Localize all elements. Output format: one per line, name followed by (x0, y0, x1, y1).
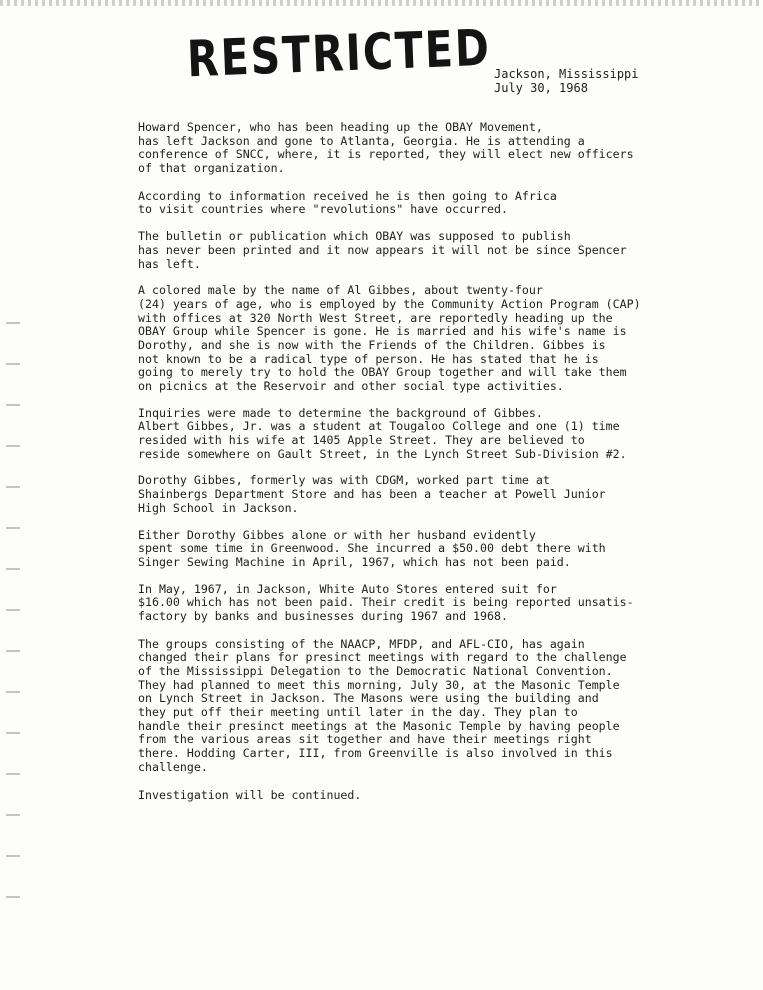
memo-paragraph (138, 583, 668, 624)
memo-line: They had planned to meet this morning, July 30, at the Masonic Temple (138, 677, 620, 692)
memo-line: Either Dorothy Gibbes alone or with her husband evidently (138, 527, 536, 542)
memo-line: going to merely try to hold the OBAY Group together and will take them (138, 365, 627, 380)
memo-line: with offices at 320 North West Street, are reportedly heading up the (138, 310, 613, 325)
memo-paragraph (138, 474, 668, 515)
memo-line: High School in Jackson. (138, 500, 299, 515)
memo-line: (24) years of age, who is employed by the Community Action Program (CAP) (138, 296, 641, 311)
memo-paragraph (138, 121, 668, 176)
memo-line: Albert Gibbes, Jr. was a student at Tougaloo College and one (1) time (138, 419, 620, 434)
memo-line: The bulletin or publication which OBAY was supposed to publish (138, 229, 571, 244)
memo-line: on picnics at the Reservoir and other social type activities. (138, 379, 564, 393)
memo-line: OBAY Group while Spencer is gone. He is married and his wife's name is (138, 324, 627, 339)
memo-paragraph (138, 789, 668, 803)
memo-line: In May, 1967, in Jackson, White Auto Stores entered suit for (138, 581, 557, 596)
memo-line: has never been printed and it now appears it will not be since Spencer (138, 242, 627, 257)
memo-line: handle their presinct meetings at the Masonic Temple by having people (138, 718, 620, 733)
memo-line: A colored male by the name of Al Gibbes, about twenty-four (138, 283, 543, 298)
memo-line: Singer Sewing Machine in April, 1967, which has not been paid. (138, 554, 571, 569)
scan-top-edge (0, 0, 763, 6)
memo-line: $16.00 which has not been paid. Their credit is being reported unsatis- (138, 595, 634, 610)
memo-line: changed their plans for presinct meetings with regard to the challenge (138, 650, 627, 665)
memo-line: of the Mississippi Delegation to the Democratic National Convention. (138, 664, 613, 678)
memo-paragraph (138, 529, 668, 570)
memo-line: has left Jackson and gone to Atlanta, Georgia. He is attending a (138, 133, 585, 148)
memo-paragraph (138, 230, 668, 271)
memo-line: to visit countries where "revolutions" have occurred. (138, 202, 508, 217)
memo-line: Dorothy Gibbes, formerly was with CDGM, worked part time at (138, 473, 550, 488)
dateline-date: July 30, 1968 (494, 81, 588, 95)
memo-line: from the various areas sit together and have their meetings right (138, 732, 592, 747)
memo-line: Investigation will be continued. (138, 787, 362, 802)
memo-line: they put off their meeting until later in the day. They plan to (138, 705, 578, 720)
memo-line: challenge. (138, 759, 208, 774)
memo-line: factory by banks and businesses during 1967 and 1968. (138, 608, 508, 623)
memo-paragraph (138, 638, 668, 775)
memo-line: Shainbergs Department Store and has been a teacher at Powell Junior (138, 487, 606, 502)
memo-line: has left. (138, 256, 201, 271)
restricted-stamp: RESTRICTED (186, 18, 493, 89)
memo-line: reside somewhere on Gault Street, in the Lynch Street Sub-Division #2. (138, 446, 627, 461)
memo-line: there. Hodding Carter, III, from Greenville is also involved in this (138, 746, 613, 761)
dateline-place: Jackson, Mississippi (494, 67, 639, 81)
memo-paragraph (138, 190, 668, 217)
memo-line: Howard Spencer, who has been heading up the OBAY Movement, (138, 120, 543, 134)
memo-line: of that organization. (138, 161, 285, 176)
memo-line: Inquiries were made to determine the background of Gibbes. (138, 405, 543, 420)
memo-line: spent some time in Greenwood. She incurred a $50.00 debt there with (138, 541, 606, 556)
memo-line: The groups consisting of the NAACP, MFDP, and AFL-CIO, has again (138, 636, 585, 651)
memo-paragraph (138, 407, 668, 462)
memo-line: not known to be a radical type of person. He has stated that he is (138, 351, 599, 366)
memo-line: resided with his wife at 1405 Apple Street. They are believed to (138, 433, 585, 448)
memo-line: on Lynch Street in Jackson. The Masons were using the building and (138, 691, 599, 706)
scan-margin-marks (6, 300, 20, 920)
memo-line: conference of SNCC, where, it is reported, they will elect new officers (138, 147, 634, 162)
memo-body (138, 108, 668, 802)
memo-line: According to information received he is then going to Africa (138, 188, 557, 203)
dateline (494, 67, 639, 95)
memo-line: Dorothy, and she is now with the Friends of the Children. Gibbes is (138, 337, 606, 352)
memo-paragraph (138, 284, 668, 394)
